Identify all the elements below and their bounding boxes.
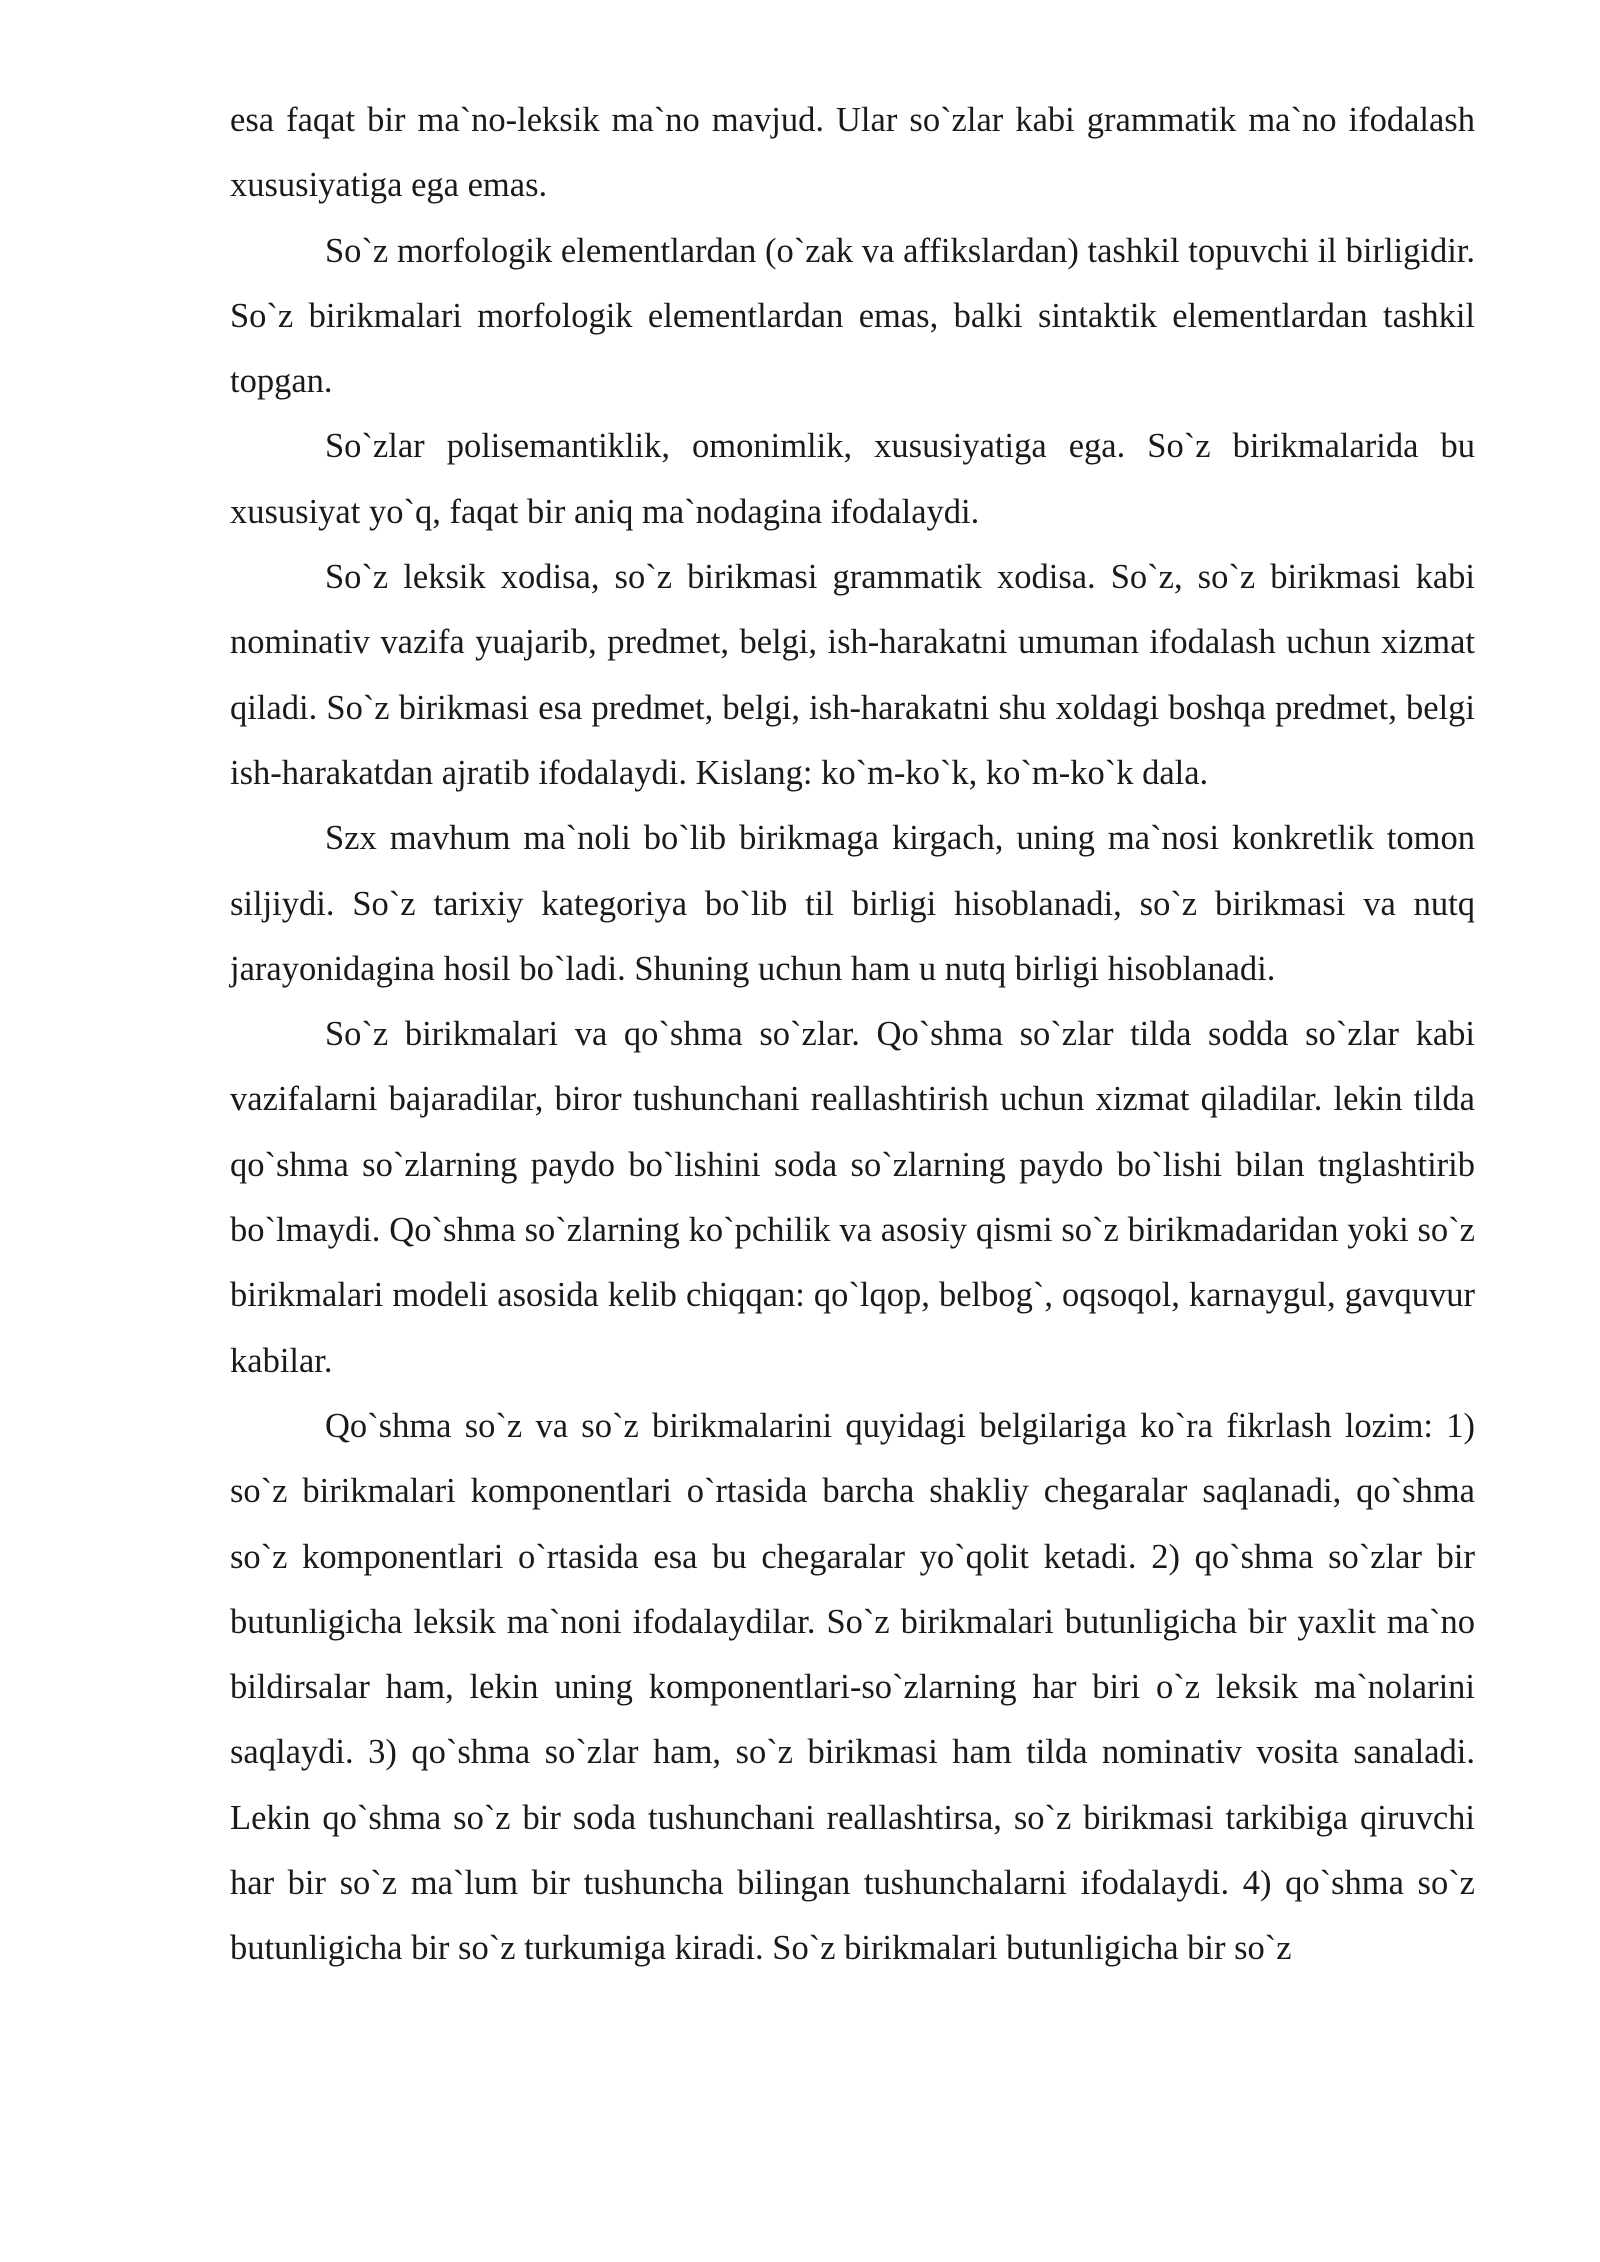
paragraph-polysemy: So`zlar polisemantiklik, omonimlik, xususiyatiga ega. So`z birikmalarida bu xususiyat yo`q, faqat bir aniq ma`nodagina ifodalaydi. [230,427,1475,531]
paragraph-lexical-grammatical: So`z leksik xodisa, so`z birikmasi grammatik xodisa. So`z, so`z birikmasi kabi nominativ vazifa yuajarib, predmet, belgi, ish-harakatni umuman ifodalash uchun xizmat qiladi. So`z birikmasi esa predmet, belgi, ish-harakatni shu xoldagi boshqa predmet, belgi ish-harakatdan ajratib ifodalaydi. Kislang: ko`m-ko`k, ko`m-ko`k dala. [230,558,1475,792]
paragraph-continuation: esa faqat bir ma`no-leksik ma`no mavjud. Ular so`zlar kabi grammatik ma`no ifodalash xususiyatiga ega emas. [230,101,1475,205]
paragraph-compound-words: So`z birikmalari va qo`shma so`zlar. Qo`shma so`zlar tilda sodda so`zlar kabi vazifalarni bajaradilar, biror tushunchani reallashtirish uchun xizmat qiladilar. lekin tilda qo`shma so`zlarning paydo bo`lishini soda so`zlarning paydo bo`lishi bilan tnglashtirib bo`lmaydi. Qo`shma so`zlarning ko`pchilik va asosiy qismi so`z birikmadaridan yoki so`z birikmalari modeli asosida kelib chiqqan: qo`lqop, belbog`, oqsoqol, karnaygul, gavquvur kabilar. [230,1015,1475,1380]
paragraph-criteria: Qo`shma so`z va so`z birikmalarini quyidagi belgilariga ko`ra fikrlash lozim: 1) so`z birikmalari komponentlari o`rtasida barcha shakliy chegaralar saqlanadi, qo`shma so`z komponentlari o`rtasida esa bu chegaralar yo`qolit ketadi. 2) qo`shma so`zlar bir butunligicha leksik ma`noni ifodalaydilar. So`z birikmalari butunligicha bir yaxlit ma`no bildirsalar ham, lekin uning komponentlari-so`zlarning har biri o`z leksik ma`nolarini saqlaydi. 3) qo`shma so`zlar ham, so`z birikmasi ham tilda nominativ vosita sanaladi. Lekin qo`shma so`z bir soda tushunchani reallashtirsa, so`z birikmasi tarkibiga qiruvchi har bir so`z ma`lum bir tushuncha bilingan tushunchalarni ifodalaydi. 4) qo`shma so`z butunligicha bir so`z turkumiga kiradi. So`z birikmalari butunligicha bir so`z [230,1406,1475,1968]
paragraph-abstract-meaning: Szx mavhum ma`noli bo`lib birikmaga kirgach, uning ma`nosi konkretlik tomon siljiydi. So`z tarixiy kategoriya bo`lib til birligi hisoblanadi, so`z birikmasi va nutq jarayonidagina hosil bo`ladi. Shuning uchun ham u nutq birligi hisoblanadi. [230,819,1475,988]
document-body [230,88,1475,1982]
paragraph-morphological-elements: So`z morfologik elementlardan (o`zak va affikslardan) tashkil topuvchi il birligidir. So`z birikmalari morfologik elementlardan emas, balki sintaktik elementlardan tashkil topgan. [230,231,1475,401]
